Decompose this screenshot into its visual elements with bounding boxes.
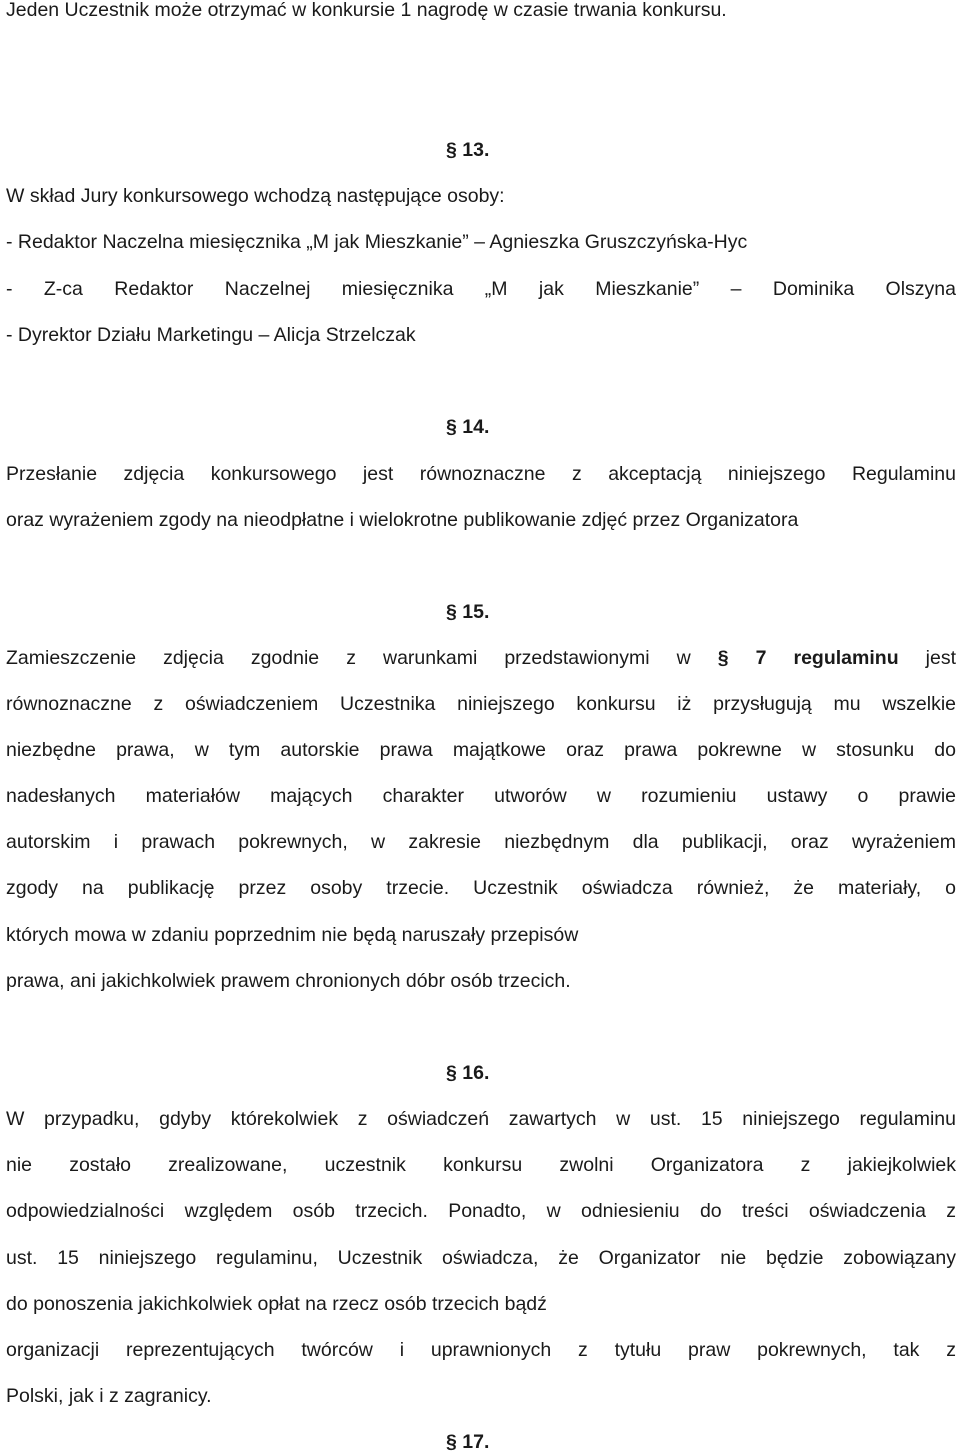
section-15-line: niezbędne prawa, w tym autorskie prawa majątkowe oraz prawa pokrewne w stosunku do [6, 739, 956, 761]
section-14-line: oraz wyrażeniem zgody na nieodpłatne i wielokrotne publikowanie zdjęć przez Organizatora [6, 509, 799, 531]
section-reference: § 7 regulaminu [717, 647, 899, 669]
section-14-heading: § 14. [446, 416, 490, 438]
section-15-line [6, 646, 956, 670]
section-15-line: autorskim i prawach pokrewnych, w zakresie niezbędnym dla publikacji, oraz wyrażeniem [6, 831, 956, 853]
section-16-line: odpowiedzialności względem osób trzecich. Ponadto, w odniesieniu do treści oświadczenia z [6, 1200, 956, 1222]
section-15-line1-end: jest [898, 647, 957, 669]
section-16-line: nie zostało zrealizowane, uczestnik konkursu zwolni Organizatora z jakiejkolwiek [6, 1154, 956, 1176]
section-16-line: organizacji reprezentujących twórców i uprawnionych z tytułu praw pokrewnych, tak z [6, 1339, 956, 1361]
intro-paragraph: Jeden Uczestnik może otrzymać w konkursie 1 nagrodę w czasie trwania konkursu. [6, 0, 727, 21]
section-15-line: równoznaczne z oświadczeniem Uczestnika niniejszego konkursu iż przysługują mu wszelkie [6, 693, 956, 715]
section-13-line: W skład Jury konkursowego wchodzą następujące osoby: [6, 185, 505, 207]
section-15-line: nadesłanych materiałów mających charakter utworów w rozumieniu ustawy o prawie [6, 785, 956, 807]
section-16-heading: § 16. [446, 1062, 490, 1084]
section-13-heading: § 13. [446, 139, 490, 161]
section-13-line: - Dyrektor Działu Marketingu – Alicja Strzelczak [6, 324, 416, 346]
section-16-line: ust. 15 niniejszego regulaminu, Uczestnik oświadcza, że Organizator nie będzie zobowiązany [6, 1247, 956, 1269]
section-14-line: Przesłanie zdjęcia konkursowego jest równoznaczne z akceptacją niniejszego Regulaminu [6, 463, 956, 485]
section-16-line: W przypadku, gdyby którekolwiek z oświadczeń zawartych w ust. 15 niniejszego regulaminu [6, 1108, 956, 1130]
section-16-line: do ponoszenia jakichkolwiek opłat na rzecz osób trzecich bądź [6, 1293, 547, 1315]
section-15-line1-text: Zamieszczenie zdjęcia zgodnie z warunkami przedstawionymi w [6, 647, 718, 669]
section-15-line: których mowa w zdaniu poprzednim nie będą naruszały przepisów [6, 924, 579, 946]
section-17-heading: § 17. [446, 1431, 490, 1453]
section-16-line: Polski, jak i z zagranicy. [6, 1385, 212, 1407]
section-13-line: - Z-ca Redaktor Naczelnej miesięcznika „M jak Mieszkanie” – Dominika Olszyna [6, 278, 956, 300]
section-13-line: - Redaktor Naczelna miesięcznika „M jak Mieszkanie” – Agnieszka Gruszczyńska-Hyc [6, 231, 748, 253]
section-15-line: zgody na publikację przez osoby trzecie. Uczestnik oświadcza również, że materiały, o [6, 877, 956, 899]
section-15-heading: § 15. [446, 601, 490, 623]
section-15-line: prawa, ani jakichkolwiek prawem chronionych dóbr osób trzecich. [6, 970, 571, 992]
